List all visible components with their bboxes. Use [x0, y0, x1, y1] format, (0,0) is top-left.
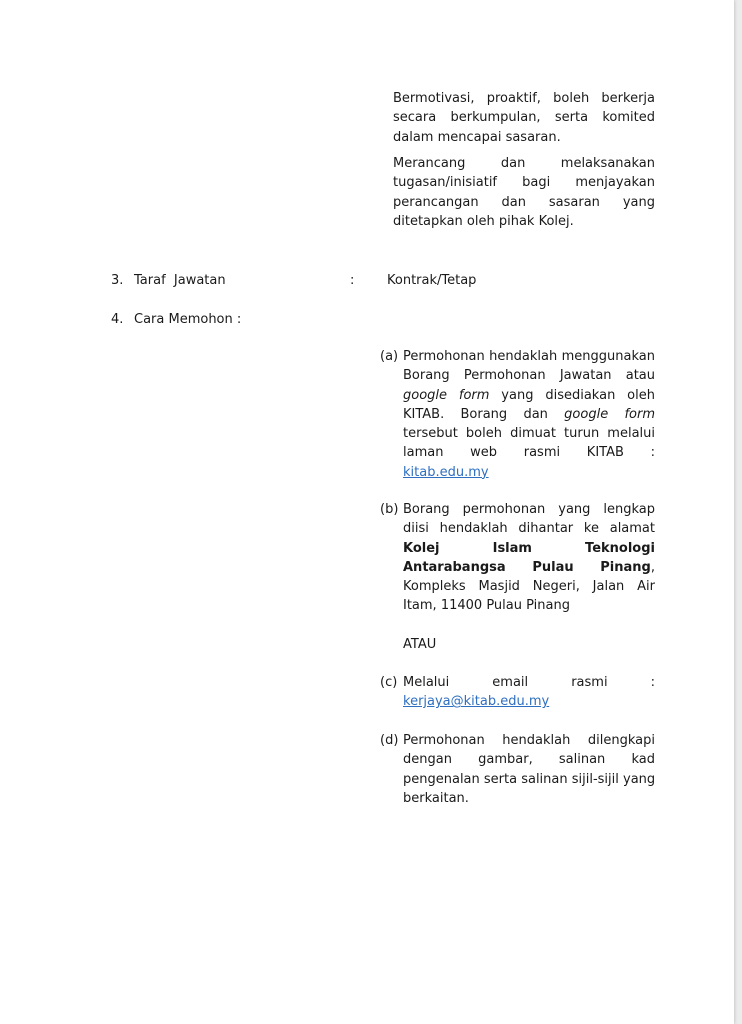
text-segment: ditetapkan oleh pihak Kolej. [393, 213, 574, 229]
text-line [393, 89, 655, 108]
text-line [403, 366, 655, 385]
list-item [403, 673, 655, 712]
section-3-value: Kontrak/Tetap [387, 273, 477, 288]
section-3-colon: : [350, 273, 355, 288]
text-segment: tersebut boleh dimuat turun melalui [403, 426, 655, 442]
text-segment: diisi hendaklah dihantar ke alamat [403, 521, 655, 537]
paragraph [393, 154, 655, 231]
text-segment: Merancang dan melaksanakan [393, 156, 655, 171]
text-segment: perancangan dan sasaran yang [393, 194, 655, 210]
link[interactable]: kerjaya@kitab.edu.my [403, 694, 550, 710]
text-segment: Melalui email rasmi : [403, 675, 655, 690]
text-line [403, 519, 655, 538]
section-3-label: Taraf Jawatan [134, 273, 226, 288]
text-line [403, 463, 655, 482]
text-line [403, 789, 655, 808]
text-line [403, 558, 655, 577]
list-item [403, 731, 655, 808]
text-line [403, 770, 655, 789]
text-line [403, 405, 655, 424]
text-segment: Itam, 11400 Pulau Pinang [403, 598, 570, 614]
text-segment: google form [403, 387, 490, 403]
list-item [403, 500, 655, 616]
list-item [403, 635, 655, 654]
list-marker: (d) [380, 733, 399, 748]
text-line [403, 731, 655, 750]
text-line [393, 154, 655, 173]
text-segment: tugasan/inisiatif bagi menjayakan [393, 175, 655, 191]
text-line [403, 673, 655, 692]
text-segment: ATAU [403, 637, 437, 652]
list-marker: (c) [380, 675, 398, 690]
text-line [393, 108, 655, 127]
text-segment: KITAB. Borang dan [403, 406, 565, 422]
list-marker: (b) [380, 502, 399, 517]
text-segment: Permohonan hendaklah menggunakan [403, 349, 655, 364]
text-line [393, 212, 655, 231]
text-segment: Antarabangsa Pulau Pinang [403, 559, 651, 575]
section-4-label: Cara Memohon : [134, 312, 242, 327]
text-segment: yang disediakan oleh [489, 387, 655, 403]
text-line [403, 539, 655, 558]
section-3-number: 3. [111, 273, 124, 288]
text-segment: Permohonan hendaklah dilengkapi [403, 733, 655, 748]
text-line [393, 173, 655, 192]
section-4-number: 4. [111, 312, 124, 327]
text-segment: dalam mencapai sasaran. [393, 129, 561, 145]
text-line [403, 443, 655, 462]
paragraph [393, 89, 655, 147]
text-segment: pengenalan serta salinan sijil-sijil yang [403, 771, 656, 787]
text-line [393, 193, 655, 212]
text-line [393, 128, 655, 147]
text-segment: berkaitan. [403, 790, 469, 806]
text-line [403, 424, 655, 443]
text-segment: Kolej Islam Teknologi [403, 540, 655, 556]
list-item [403, 347, 655, 482]
text-line [403, 500, 655, 519]
text-line [403, 386, 655, 405]
list-marker: (a) [380, 349, 399, 364]
text-segment: Borang Permohonan Jawatan atau [403, 368, 655, 384]
text-line [403, 577, 655, 596]
text-line [403, 635, 655, 654]
text-line [403, 750, 655, 769]
text-segment: laman web rasmi KITAB : [403, 445, 655, 461]
text-segment: secara berkumpulan, serta komited [393, 110, 655, 126]
text-segment: Bermotivasi, proaktif, boleh berkerja [393, 91, 655, 106]
text-line [403, 692, 655, 711]
text-segment: Kompleks Masjid Negeri, Jalan Air [403, 579, 655, 595]
link[interactable]: kitab.edu.my [403, 464, 489, 480]
text-segment: , [650, 559, 655, 575]
text-segment: dengan gambar, salinan kad [403, 752, 655, 768]
text-segment: Borang permohonan yang lengkap [403, 502, 655, 517]
text-line [403, 596, 655, 615]
text-line [403, 347, 655, 366]
text-segment: google form [564, 406, 655, 422]
